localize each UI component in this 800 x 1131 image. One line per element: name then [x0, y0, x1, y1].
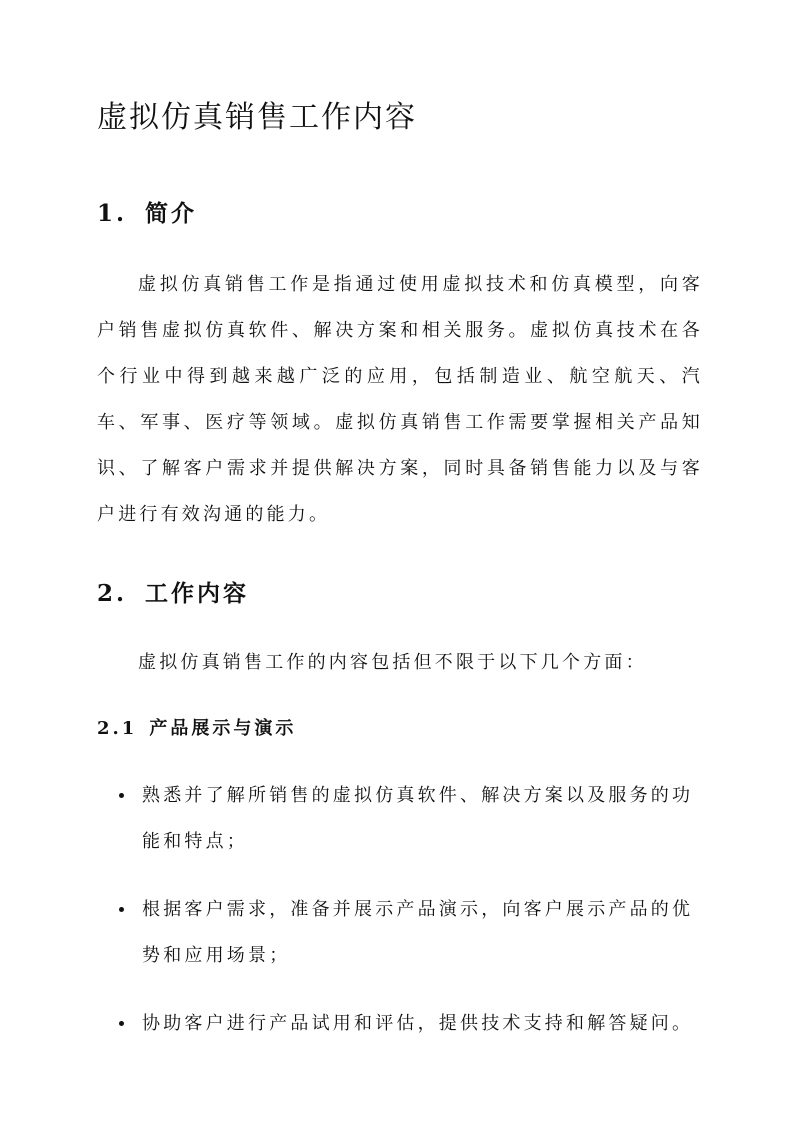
section-heading-work-content: [97, 578, 249, 610]
bullet-dot-icon: [119, 793, 124, 798]
subsection-number: 2.1: [97, 718, 138, 739]
subsection-heading-product-demo: [97, 714, 296, 744]
list-item: [97, 1001, 703, 1047]
work-content-paragraph: 虚拟仿真销售工作的内容包括但不限于以下几个方面：: [138, 652, 647, 673]
list-item: [97, 773, 703, 865]
list-item-text: 熟悉并了解所销售的虚拟仿真软件、解决方案以及服务的功能和特点；: [142, 785, 694, 852]
section-heading-intro: [97, 198, 197, 230]
bullet-list: [97, 773, 703, 1069]
subsection-title: 产品展示与演示: [149, 718, 297, 739]
list-item-text: 协助客户进行产品试用和评估，提供技术支持和解答疑问。: [142, 1013, 694, 1034]
list-item: [97, 887, 703, 979]
section-number: 2.: [97, 580, 128, 607]
list-item-text: 根据客户需求，准备并展示产品演示，向客户展示产品的优势和应用场景；: [142, 899, 694, 966]
section-title: 简介: [145, 200, 198, 227]
bullet-dot-icon: [119, 907, 124, 912]
section-number: 1.: [97, 200, 128, 227]
section-title: 工作内容: [145, 580, 250, 607]
document-title: 虚拟仿真销售工作内容: [97, 100, 417, 135]
bullet-dot-icon: [119, 1021, 124, 1026]
intro-paragraph: 虚拟仿真销售工作是指通过使用虚拟技术和仿真模型，向客户销售虚拟仿真软件、解决方案和相关服务。虚拟仿真技术在各个行业中得到越来越广泛的应用，包括制造业、航空航天、汽车、军事、医疗等领域。虚拟仿真销售工作需要掌握相关产品知识、了解客户需求并提供解决方案，同时具备销售能力以及与客户进行有效沟通的能力。: [97, 274, 703, 525]
